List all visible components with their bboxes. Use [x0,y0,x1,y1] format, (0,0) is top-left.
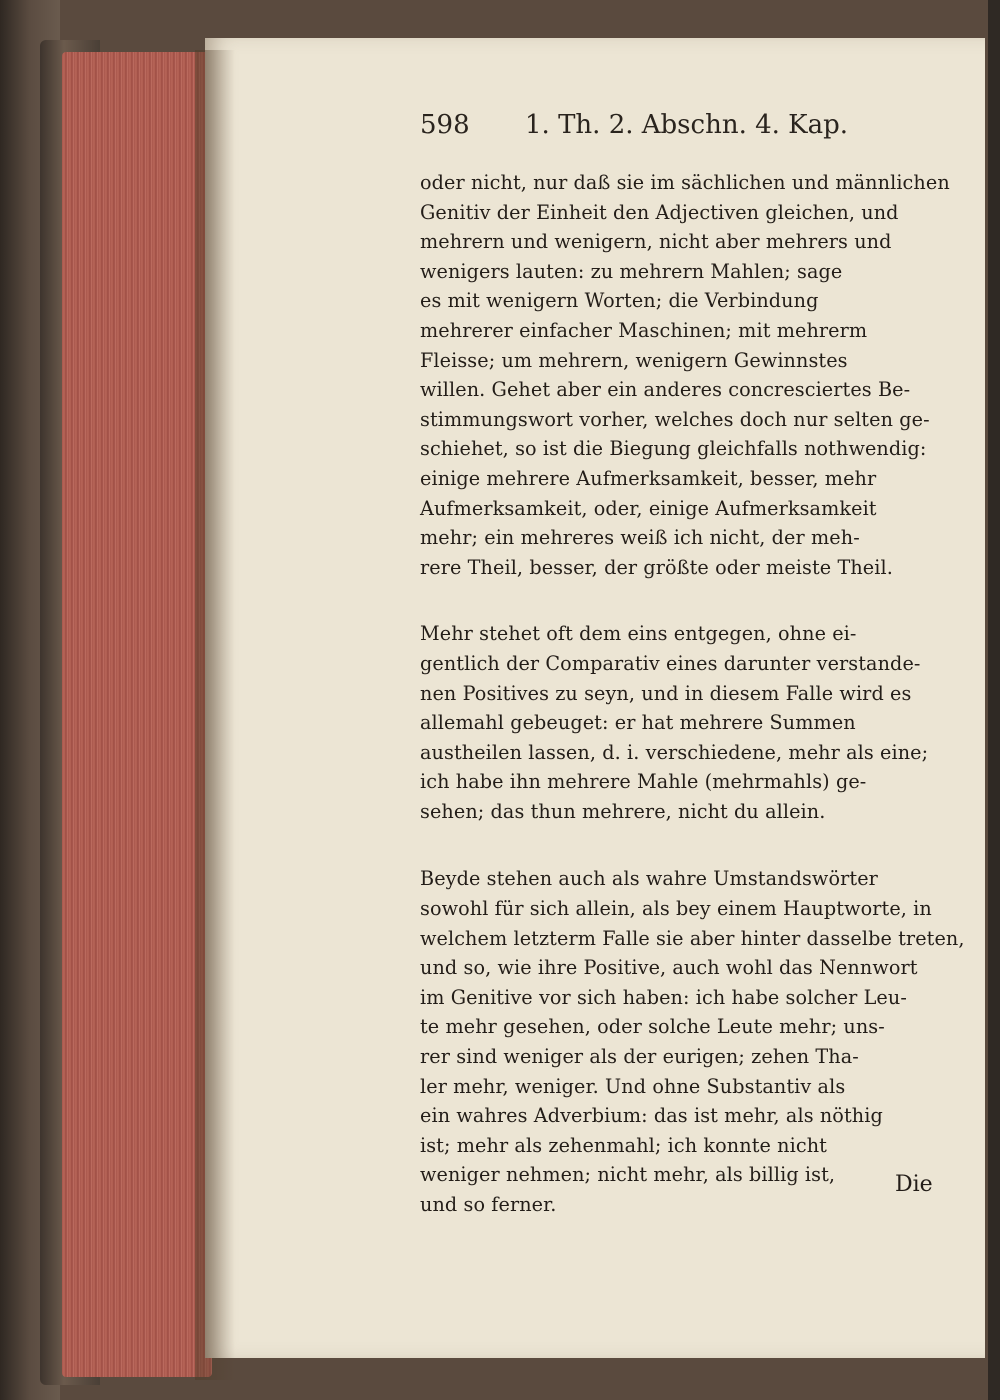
text-line: sowohl für sich allein, als bey einem Hauptworte, in [420,897,932,921]
paragraph-2 [420,619,940,826]
text-line: ler mehr, weniger. Und ohne Substantiv als [420,1074,846,1098]
text-line: welchem letzterm Falle sie aber hinter dasselbe treten, [420,926,965,950]
text-line: rer sind weniger als der eurigen; zehen Tha- [420,1045,859,1069]
text-line: mehrern und wenigern, nicht aber mehrers und [420,230,892,254]
text-line: allemahl gebeuget: er hat mehrere Summen [420,711,856,735]
text-line: nen Positives zu seyn, und in diesem Falle wird es [420,681,912,705]
text-line: austheilen lassen, d. i. verschiedene, mehr als eine; [420,740,929,764]
text-line: Aufmerksamkeit, oder, einige Aufmerksamkeit [420,496,877,520]
page-number: 598 [420,110,470,140]
text-line: schiehet, so ist die Biegung gleichfalls nothwendig: [420,437,927,461]
text-line: gentlich der Comparativ eines darunter verstande- [420,651,921,675]
text-line: ist; mehr als zehenmahl; ich konnte nicht [420,1133,827,1157]
paragraph-3 [420,864,965,1219]
text-line: rere Theil, besser, der größte oder meiste Theil. [420,555,893,579]
text-line: Beyde stehen auch als wahre Umstandswörter [420,867,878,891]
text-line: Mehr stehet oft dem eins entgegen, ohne ei- [420,622,857,646]
text-line: ich habe ihn mehrere Mahle (mehrmahls) ge- [420,770,867,794]
text-line: mehr; ein mehreres weiß ich nicht, der meh- [420,526,860,550]
catchword: Die [895,1172,933,1197]
text-line: sehen; das thun mehrere, nicht du allein. [420,799,826,823]
text-line: willen. Gehet aber ein anderes concresciertes Be- [420,378,911,402]
text-line: einige mehrere Aufmerksamkeit, besser, mehr [420,466,877,490]
text-line: oder nicht, nur daß sie im sächlichen und männlichen [420,171,950,194]
body-text [420,168,965,1220]
text-line: und so, wie ihre Positive, auch wohl das Nennwort [420,956,918,980]
running-head: 1. Th. 2. Abschn. 4. Kap. [525,110,849,140]
text-line: es mit wenigern Worten; die Verbindung [420,289,819,313]
text-line: Genitiv der Einheit den Adjectiven gleichen, und [420,200,899,224]
text-line: weniger nehmen; nicht mehr, als billig ist, [420,1163,836,1187]
gutter-shadow [195,50,235,1380]
background-right [988,0,1000,1400]
text-line: Fleisse; um mehrern, wenigern Gewinnstes [420,348,848,372]
paragraph-1 [420,168,950,582]
text-line: ein wahres Adverbium: das ist mehr, als nöthig [420,1104,883,1128]
text-line: im Genitive vor sich haben: ich habe solcher Leu- [420,985,907,1009]
text-line: und so ferner. [420,1193,557,1216]
page-header [420,110,940,150]
text-line: stimmungswort vorher, welches doch nur selten ge- [420,407,930,431]
text-line: wenigers lauten: zu mehrern Mahlen; sage [420,259,843,283]
text-line: mehrerer einfacher Maschinen; mit mehrerm [420,318,868,342]
page-block-edge [62,52,212,1377]
text-line: te mehr gesehen, oder solche Leute mehr; uns- [420,1015,885,1039]
paragraph-spacer [420,826,940,864]
paragraph-spacer [420,582,940,619]
